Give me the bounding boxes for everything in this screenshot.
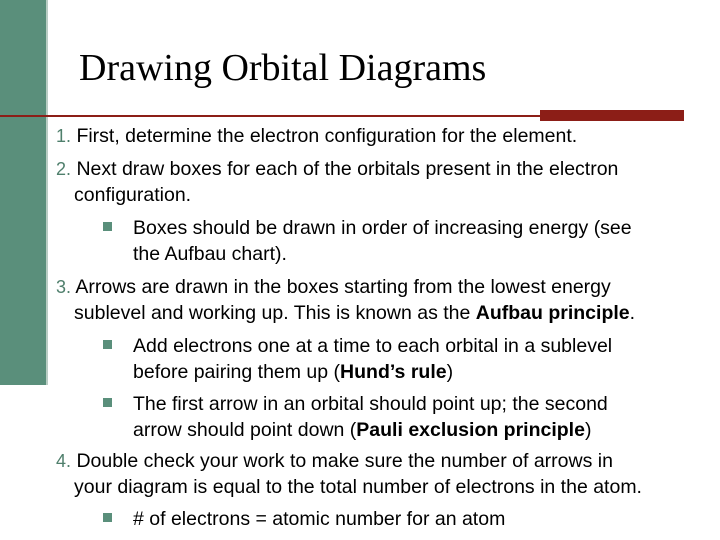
text-segment: ) xyxy=(584,419,592,441)
title-divider-accent xyxy=(540,110,684,121)
sub-item-text-continued xyxy=(133,359,453,385)
text-segment: sublevel and working up. This is known as the xyxy=(74,302,476,324)
item-number: 4. xyxy=(56,451,72,471)
item-number: 1. xyxy=(56,126,72,146)
sub-item-text: # of electrons = atomic number for an atom xyxy=(133,508,506,530)
sub-item-text: Boxes should be drawn in order of increasing energy (see xyxy=(133,217,632,239)
decorative-side-bar xyxy=(0,0,46,385)
text-segment: . xyxy=(629,302,636,324)
square-bullet-icon xyxy=(103,340,112,349)
square-bullet-icon xyxy=(103,513,112,522)
text-segment: arrow should point down ( xyxy=(133,419,357,441)
item-text-continued: your diagram is equal to the total number of electrons in the atom. xyxy=(74,476,642,498)
term-hunds-rule: Hund’s rule xyxy=(340,361,447,383)
item-text-continued xyxy=(74,300,635,326)
text-segment: ) xyxy=(446,361,454,383)
sub-item-text: Add electrons one at a time to each orbital in a sublevel xyxy=(133,335,613,357)
list-item-1 xyxy=(56,123,577,149)
item-number: 3. xyxy=(56,277,72,297)
item-number: 2. xyxy=(56,159,72,179)
sub-item-text: The first arrow in an orbital should point up; the second xyxy=(133,393,608,415)
square-bullet-icon xyxy=(103,398,112,407)
sub-item-text-continued: the Aufbau chart). xyxy=(133,243,287,265)
item-text: Double check your work to make sure the number of arrows in xyxy=(76,450,613,472)
list-item-2 xyxy=(56,156,618,182)
item-text: Arrows are drawn in the boxes starting from the lowest energy xyxy=(75,276,611,298)
term-pauli-exclusion-principle: Pauli exclusion principle xyxy=(356,419,585,441)
list-item-3 xyxy=(56,274,611,300)
term-aufbau-principle: Aufbau principle xyxy=(475,302,630,324)
square-bullet-icon xyxy=(103,222,112,231)
list-item-4 xyxy=(56,448,613,474)
sub-item-text-continued xyxy=(133,417,591,443)
item-text: First, determine the electron configuration for the element. xyxy=(76,125,578,147)
item-text: Next draw boxes for each of the orbitals present in the electron xyxy=(76,158,619,180)
slide-title: Drawing Orbital Diagrams xyxy=(79,47,487,89)
side-bar-edge xyxy=(46,0,48,385)
text-segment: before pairing them up ( xyxy=(133,361,341,383)
item-text-continued: configuration. xyxy=(74,184,192,206)
